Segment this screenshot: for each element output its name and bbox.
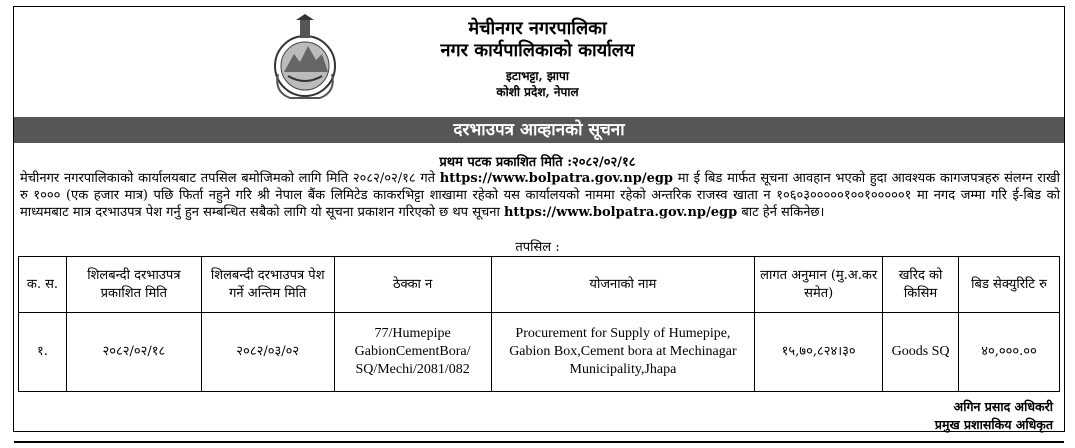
- cell-project-name: Procurement for Supply of Humepipe, Gabion Box,Cement bora at Mechinagar Municipality,Jhapa: [491, 313, 755, 392]
- cell-sn: १.: [19, 313, 67, 392]
- col-header-project-name: योजनाको नाम: [491, 257, 755, 313]
- cell-bid-security: ४०,०००.००: [959, 313, 1060, 392]
- office-province: कोशी प्रदेश, नेपाल: [496, 85, 579, 99]
- municipality-name: मेचीनगर नगरपालिका: [468, 18, 607, 39]
- body-text-part1: मेचीनगर नगरपालिकाको कार्यालयबाट तपसिल बमोजिमको लागि मिति २०८२/०२/१८ गते: [20, 171, 440, 186]
- bolpatra-link-2[interactable]: https://www.bolpatra.gov.np/egp: [503, 205, 738, 220]
- table-row: [19, 313, 1060, 392]
- col-header-sn: क. स.: [19, 257, 67, 313]
- published-date: प्रथम पटक प्रकाशित मिति :२०८२/०२/१८: [439, 155, 636, 170]
- office-name: नगर कार्यपालिकाको कार्यालय: [440, 40, 635, 61]
- signatory-title: प्रमुख प्रशासकिय अधिकृत: [934, 417, 1053, 432]
- signature-block: [935, 398, 1053, 434]
- office-address: इटाभट्टा, झापा: [506, 69, 569, 83]
- cell-published-date: २०८२/०२/१८: [66, 313, 201, 392]
- col-header-published-date: शिलबन्दी दरभाउपत्र प्रकाशित मिति: [66, 257, 201, 313]
- cell-contract-no: 77/Humepipe GabionCementBora/ SQ/Mechi/2081/082: [334, 313, 491, 392]
- office-header: [0, 18, 1075, 100]
- body-text-part2: मा ई बिड मार्फत सूचना आवहान भएको हुदा आवश्यक कागजपत्रहरु संलग्न राखी रु १००० (एक हजार मात्र) पछि फिर्ता नहुने गरि श्री नेपाल बैंक लिमिटेड काकरभिट्टा शाखामा रहेको यस कार्यालयको नाममा रहेको अन्तरिक राजस्व खाता न १०६०३०००००१००१०००००१ मा नगद जम्मा गरि ई-बिड को माध्यमबाट मात्र दरभाउपत्र पेश गर्नु हुन सम्बन्धित सबैको लागि यो सूचना प्रकाशन गरिएको छ थप सूचना: [20, 171, 1060, 220]
- col-header-contract-no: ठेक्का न: [334, 257, 491, 313]
- notice-title-banner: दरभाउपत्र आव्हानको सूचना: [14, 117, 1064, 143]
- body-text-part3: बाट हेर्न सकिनेछ।: [737, 205, 825, 220]
- col-header-last-date: शिलबन्दी दरभाउपत्र पेश गर्ने अन्तिम मिति: [201, 257, 334, 313]
- tender-table: [18, 256, 1060, 392]
- table-header-row: [19, 257, 1060, 313]
- cell-last-date: २०८२/०३/०२: [201, 313, 334, 392]
- col-header-cost-estimate: लागत अनुमान (मु.अ.कर समेत): [755, 257, 883, 313]
- col-header-procurement-type: खरिद को किसिम: [883, 257, 959, 313]
- cell-cost-estimate: १५,७०,८२४।३०: [755, 313, 883, 392]
- bolpatra-link[interactable]: https://www.bolpatra.gov.np/egp: [439, 171, 674, 186]
- schedule-label: तपसिल :: [515, 240, 560, 255]
- col-header-bid-security: बिड सेक्युरिटि रु: [959, 257, 1060, 313]
- signatory-name: अगिन प्रसाद अधिकरी: [953, 399, 1053, 414]
- cell-procurement-type: Goods SQ: [883, 313, 959, 392]
- bottom-divider: [14, 441, 1064, 443]
- notice-body: [20, 170, 1060, 221]
